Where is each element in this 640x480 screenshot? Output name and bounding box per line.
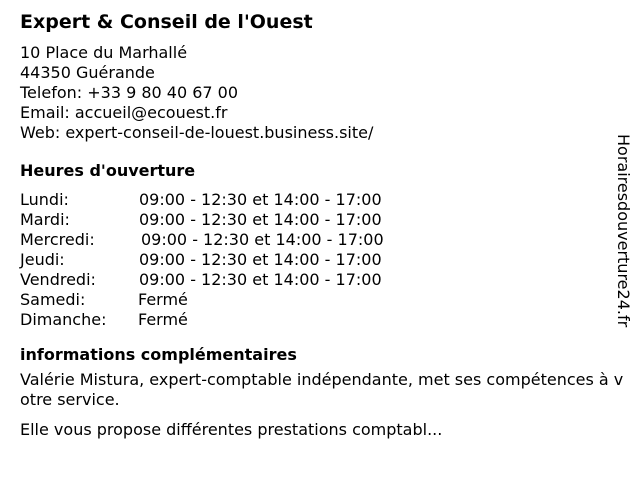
website-line: Web: expert-conseil-de-louest.business.site/ — [20, 123, 374, 142]
hours-row-sunday — [20, 310, 384, 330]
address-street: 10 Place du Marhallé — [20, 43, 188, 62]
business-card — [20, 10, 632, 440]
day-label: Mardi: — [20, 210, 70, 229]
hours-row-saturday — [20, 290, 384, 310]
hours-row-tuesday — [20, 210, 384, 230]
hours-value: 09:00 - 12:30 et 14:00 - 17:00 — [139, 210, 382, 229]
day-label: Lundi: — [20, 190, 69, 209]
day-label: Mercredi: — [20, 230, 95, 249]
hours-row-monday — [20, 190, 384, 210]
phone-line: Telefon: +33 9 80 40 67 00 — [20, 83, 239, 102]
info-paragraph-1: Valérie Mistura, expert-comptable indépendante, met ses compétences à votre service. — [20, 370, 624, 409]
hours-row-friday — [20, 270, 384, 290]
hours-value: 09:00 - 12:30 et 14:00 - 17:00 — [139, 270, 382, 289]
hours-row-thursday — [20, 250, 384, 270]
info-paragraph-2: Elle vous propose différentes prestations comptabl... — [20, 420, 443, 439]
hours-value: 09:00 - 12:30 et 14:00 - 17:00 — [141, 230, 384, 249]
hours-row-wednesday — [20, 230, 384, 250]
business-name: Expert & Conseil de l'Ouest — [20, 11, 313, 33]
opening-hours-heading: Heures d'ouverture — [20, 161, 196, 180]
email-line: Email: accueil@ecouest.fr — [20, 103, 228, 122]
day-label: Jeudi: — [20, 250, 65, 269]
hours-value: 09:00 - 12:30 et 14:00 - 17:00 — [139, 190, 382, 209]
opening-hours-table — [20, 190, 384, 330]
address-city: 44350 Guérande — [20, 63, 155, 82]
day-label: Vendredi: — [20, 270, 96, 289]
additional-info-heading: informations complémentaires — [20, 345, 297, 364]
hours-value: Fermé — [138, 290, 188, 309]
hours-value: 09:00 - 12:30 et 14:00 - 17:00 — [139, 250, 382, 269]
day-label: Samedi: — [20, 290, 86, 309]
contact-block — [20, 43, 632, 143]
site-watermark: Horairesdouverture24.fr — [614, 134, 633, 328]
day-label: Dimanche: — [20, 310, 107, 329]
hours-value: Fermé — [138, 310, 188, 329]
